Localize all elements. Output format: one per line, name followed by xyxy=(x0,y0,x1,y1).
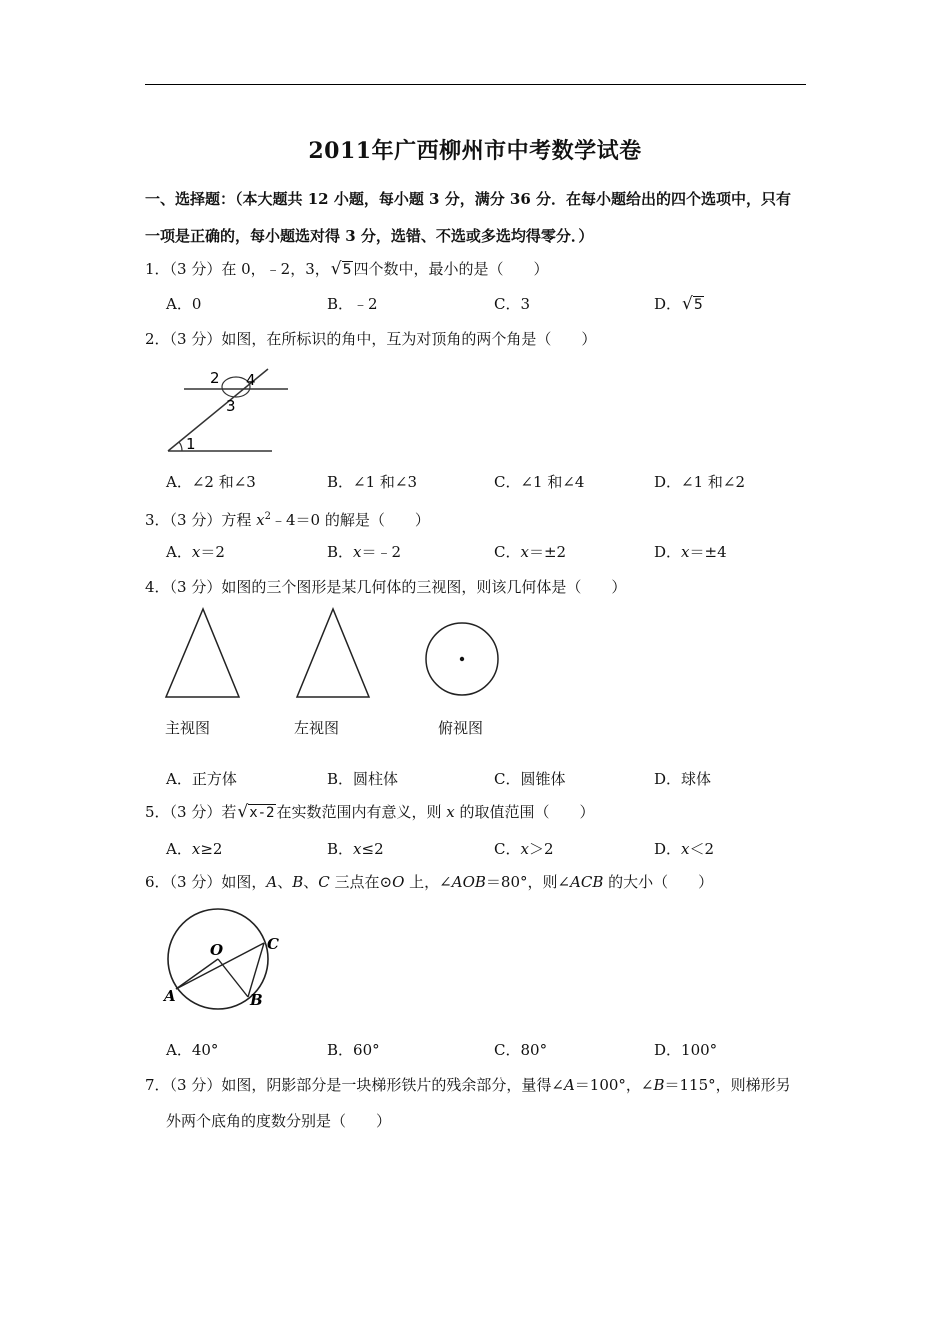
q4-option-c[interactable]: C．圆锥体 xyxy=(494,770,566,788)
label-c: C xyxy=(267,935,279,953)
q4-option-a[interactable]: A．正方体 xyxy=(166,770,237,788)
q5-option-b[interactable]: B．x≤2 xyxy=(327,840,384,858)
side-view-triangle xyxy=(297,609,369,697)
caption-front-view: 主视图 xyxy=(165,719,211,737)
question-6: 6．（3 分）如图，A、B、C 三点在⊙O 上，∠AOB＝80°，则∠ACB 的大小（ ） xyxy=(145,873,714,891)
q4-option-b[interactable]: B．圆柱体 xyxy=(327,770,399,788)
q6-option-b[interactable]: B．60° xyxy=(327,1041,380,1059)
q1-option-c[interactable]: C．3 xyxy=(494,295,531,313)
segment-ao xyxy=(176,959,218,989)
q2-option-d[interactable]: D．∠1 和∠2 xyxy=(654,473,746,491)
sqrt-x-minus-2: √ x-2 xyxy=(237,802,275,822)
q4-option-d[interactable]: D．球体 xyxy=(654,770,712,788)
question-5: 5．（3 分）若 √ x-2 在实数范围内有意义，则 x 的取值范围（ ） xyxy=(145,802,595,822)
caption-top-view: 俯视图 xyxy=(438,719,484,737)
question-7-line2: 外两个底角的度数分别是（ ） xyxy=(166,1112,392,1130)
q2-option-a[interactable]: A．∠2 和∠3 xyxy=(166,473,256,491)
label-2: 2 xyxy=(210,369,220,387)
q5-option-c[interactable]: C．x＞2 xyxy=(494,840,554,858)
q1-option-d[interactable]: D． √ 5 xyxy=(654,294,703,314)
q5-option-a[interactable]: A．x≥2 xyxy=(166,840,223,858)
question-3: 3．（3 分）方程 $x^2﹣4=0$ 的解是（ ） xyxy=(145,511,430,529)
q4-three-views-figure xyxy=(160,605,510,705)
label-4: 4 xyxy=(246,371,256,389)
q1-text-post: 四个数中，最小的是（ ） xyxy=(353,260,549,278)
header-rule xyxy=(145,84,806,85)
q5-option-d[interactable]: D．x＜2 xyxy=(654,840,715,858)
q3-option-d[interactable]: D．x＝±4 xyxy=(654,543,727,561)
label-b: B xyxy=(250,991,263,1009)
q3-option-c[interactable]: C．x＝±2 xyxy=(494,543,567,561)
exam-title: 2011年广西柳州市中考数学试卷 xyxy=(308,138,642,164)
top-view-center-dot xyxy=(460,657,464,661)
segment-cb xyxy=(248,943,264,997)
label-3: 3 xyxy=(226,397,236,415)
segment-ob xyxy=(218,959,248,997)
sqrt-5-option: √ 5 xyxy=(682,294,703,314)
q3-option-b[interactable]: B．x＝﹣2 xyxy=(327,543,402,561)
question-1 xyxy=(145,258,549,280)
q1-option-b[interactable]: B．﹣2 xyxy=(327,295,378,313)
q1-option-a[interactable]: A．0 xyxy=(166,295,202,313)
sqrt-5: √ 5 xyxy=(330,259,352,279)
q2-option-b[interactable]: B．∠1 和∠3 xyxy=(327,473,418,491)
caption-side-view: 左视图 xyxy=(294,719,340,737)
q6-option-c[interactable]: C．80° xyxy=(494,1041,548,1059)
front-view-triangle xyxy=(166,609,239,697)
section-heading-line2: 一项是正确的，每小题选对得 3 分，选错、不选或多选均得零分．） xyxy=(145,227,594,245)
question-4: 4．（3 分）如图的三个图形是某几何体的三视图，则该几何体是（ ） xyxy=(145,578,627,596)
q1-text-pre: 1．（3 分）在 0，﹣2，3， xyxy=(145,260,330,278)
section-heading-line1: 一、选择题：（本大题共 12 小题，每小题 3 分，满分 36 分．在每小题给出的四个选项中，只有 xyxy=(145,190,792,208)
question-2: 2．（3 分）如图，在所标识的角中，互为对顶角的两个角是（ ） xyxy=(145,330,597,348)
q2-option-c[interactable]: C．∠1 和∠4 xyxy=(494,473,585,491)
q6-circle-figure xyxy=(160,905,290,1011)
label-a: A xyxy=(164,987,176,1005)
label-1: 1 xyxy=(186,435,196,453)
q6-option-d[interactable]: D．100° xyxy=(654,1041,718,1059)
label-o: O xyxy=(210,941,224,959)
question-7-line1: 7．（3 分）如图，阴影部分是一块梯形铁片的残余部分，量得∠A＝100°，∠B＝115°，则梯形另 xyxy=(145,1076,791,1094)
q3-option-a[interactable]: A．x＝2 xyxy=(166,543,225,561)
q6-option-a[interactable]: A．40° xyxy=(166,1041,219,1059)
q2-angle-figure xyxy=(160,365,295,457)
